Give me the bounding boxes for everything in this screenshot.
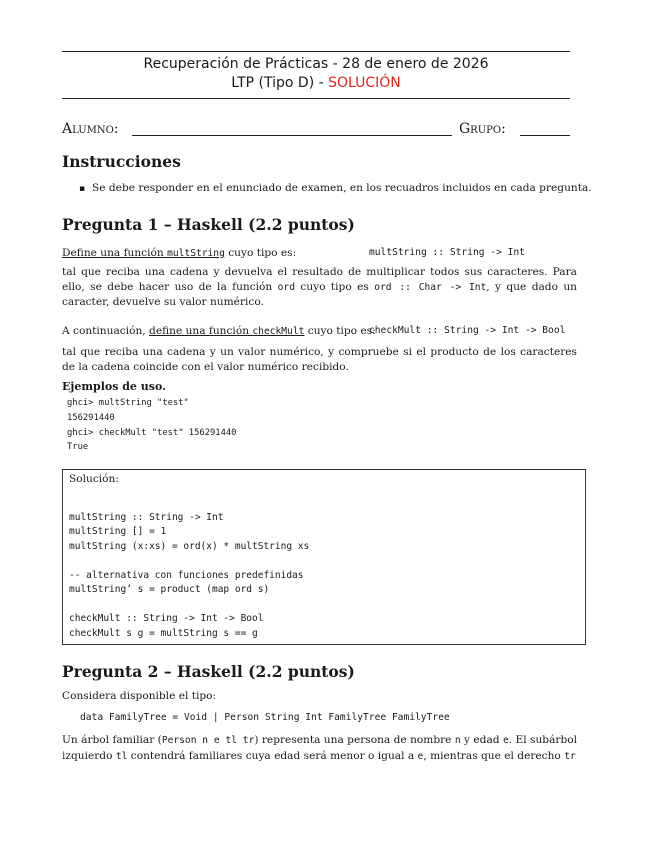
code-line: checkMult s g = multString s == g bbox=[69, 627, 258, 639]
q2-paragraph bbox=[62, 733, 577, 764]
solution-label: Solución: bbox=[69, 473, 119, 485]
q1-type-intro: cuyo tipo es: bbox=[228, 247, 297, 259]
code-line: multString :: String -> Int bbox=[69, 511, 224, 523]
grupo-field[interactable] bbox=[520, 135, 570, 136]
q1-p2-text-a: tal que reciba una cadena y devuelva el resultado de multiplicar todos sus caracteres. Para ello, se debe hacer uso de la función bbox=[62, 266, 577, 293]
q1-signature-2: checkMult :: String -> Int -> Bool bbox=[369, 325, 566, 336]
q2-text-f: , mientras que el derecho bbox=[423, 749, 561, 762]
header-top-rule bbox=[62, 51, 570, 52]
example-line: True bbox=[67, 442, 89, 453]
q1-ord-code: ord bbox=[277, 281, 295, 293]
subtitle-sep: - bbox=[314, 75, 329, 91]
examples-block bbox=[67, 396, 236, 455]
instructions-heading: Instrucciones bbox=[62, 152, 181, 171]
q2-text-e: contendrá familiares cuya edad será menor o igual a bbox=[130, 749, 415, 762]
q1-paragraph-4: tal que reciba una cadena y un valor numérico, y compruebe si el producto de los caracteres de la cadena coincide con el valor numérico recibido. bbox=[62, 346, 577, 373]
example-line: 156291440 bbox=[67, 412, 115, 423]
question-2-heading: Pregunta 2 – Haskell (2.2 puntos) bbox=[62, 662, 355, 681]
examples-heading: Ejemplos de uso. bbox=[62, 380, 166, 393]
q2-text-c: y edad bbox=[464, 734, 500, 746]
code-line: -- alternativa con funciones predefinidas bbox=[69, 569, 304, 581]
exam-subtitle-text: LTP (Tipo D) bbox=[231, 75, 315, 91]
q1-type-intro-2: cuyo tipo es: bbox=[307, 325, 376, 337]
code-line bbox=[69, 554, 309, 569]
example-line: ghci> multString "test" bbox=[67, 398, 189, 408]
instruction-item: Se debe responder en el enunciado de examen, en los recuadros incluidos en cada pregunta. bbox=[92, 182, 592, 194]
q2-code-e: e bbox=[502, 735, 509, 746]
q2-code-n: n bbox=[454, 735, 461, 746]
code-line: checkMult :: String -> Int -> Bool bbox=[69, 613, 264, 624]
code-line: multString [] = 1 bbox=[69, 526, 167, 537]
q2-code-tl: tl bbox=[115, 750, 128, 762]
grupo-label: Grupo: bbox=[459, 121, 506, 137]
question-1-heading: Pregunta 1 – Haskell (2.2 puntos) bbox=[62, 215, 355, 234]
code-line bbox=[69, 598, 309, 613]
q2-data-declaration: data FamilyTree = Void | Person String Int FamilyTree FamilyTree bbox=[80, 712, 450, 723]
header-bottom-rule bbox=[62, 98, 570, 99]
q2-code-tr: tr bbox=[564, 750, 576, 762]
alumno-label: Alumno: bbox=[62, 121, 119, 137]
q1-paragraph-2 bbox=[62, 265, 577, 310]
q1-define-text-2: define una función bbox=[149, 325, 250, 337]
q1-fn-name: multString bbox=[167, 248, 225, 259]
code-line: multString’ s = product (map ord s) bbox=[69, 584, 270, 595]
q2-text-a: Un árbol familiar ( bbox=[62, 734, 162, 746]
q1-signature: multString :: String -> Int bbox=[369, 247, 525, 258]
q1-define-text: Define una función bbox=[62, 247, 164, 259]
solution-code bbox=[69, 496, 309, 656]
exam-title: Recuperación de Prácticas - 28 de enero de 2026 bbox=[143, 56, 489, 72]
q2-text-d: . El subárbol izquierdo bbox=[62, 734, 577, 762]
q1-fn-name-2: checkMult bbox=[252, 326, 305, 337]
example-line: ghci> checkMult "test" 156291440 bbox=[67, 427, 237, 438]
q1-ord-signature: ord :: Char -> Int bbox=[374, 281, 487, 293]
exam-subtitle bbox=[62, 75, 570, 91]
code-line: multString (x:xs) = ord(x) * multString xs bbox=[69, 540, 310, 552]
q1-define-phrase-2 bbox=[149, 325, 304, 337]
q2-person-code: Person n e tl tr bbox=[161, 735, 255, 746]
instruction-bullet: ▪ bbox=[79, 184, 86, 194]
q1-define-phrase bbox=[62, 247, 225, 259]
alumno-field[interactable] bbox=[132, 135, 452, 136]
q1-p2-text-b: cuyo tipo es bbox=[300, 280, 369, 293]
solution-tag: SOLUCIÓN bbox=[328, 75, 401, 91]
q2-code-e-2: e bbox=[417, 750, 424, 762]
q1-p2-text-c: , y que dado un caracter, devuelve su valor numérico. bbox=[62, 280, 578, 309]
q1-p3-text-a: A continuación, bbox=[62, 325, 146, 337]
q2-intro: Considera disponible el tipo: bbox=[62, 690, 217, 702]
q2-text-b: ) representa una persona de nombre bbox=[254, 734, 452, 746]
